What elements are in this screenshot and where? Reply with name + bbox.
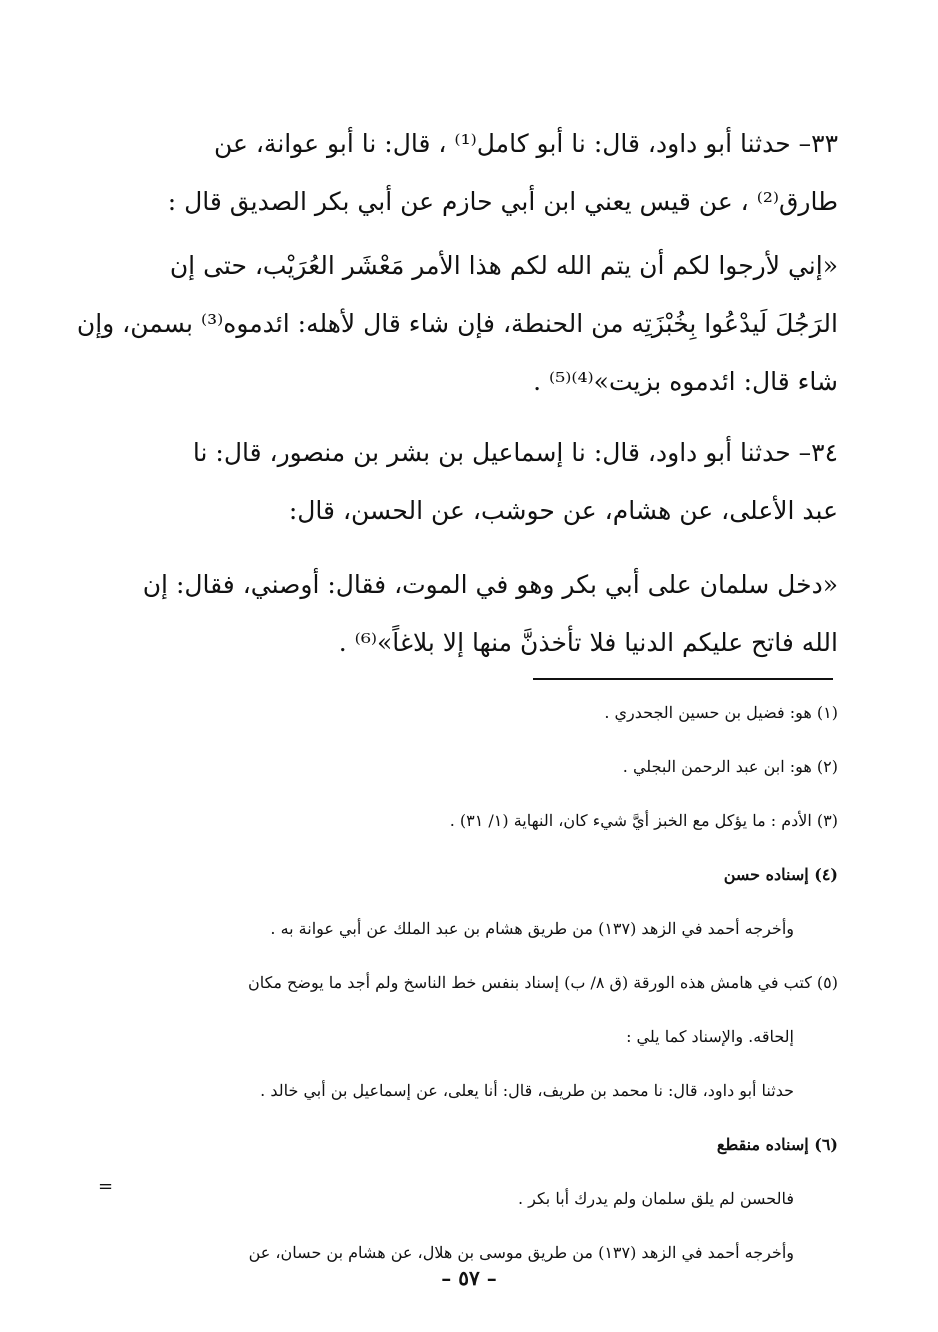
footnote-6-text-1: فالحسن لم يلق سلمان ولم يدرك أبا بكر . bbox=[517, 1189, 794, 1208]
text-line: شاء قال: ائدموه بزيت»⁽⁴⁾⁽⁵⁾ . bbox=[533, 367, 838, 396]
text-line: الله فاتح عليكم الدنيا فلا تأخذنَّ منها إلا بلاغاً»⁽⁶⁾ . bbox=[338, 628, 838, 657]
hadith-33-chain bbox=[118, 115, 838, 231]
text-line: ٣٣– حدثنا أبو داود، قال: نا أبو كامل⁽¹⁾ ، قال: نا أبو عوانة، عن bbox=[213, 129, 838, 158]
hadith-34-chain bbox=[118, 424, 838, 540]
footnote-2: (٢) هو: ابن عبد الرحمن البجلي . bbox=[622, 757, 838, 776]
footnote-5-line-3: حدثنا أبو داود، قال: نا محمد بن طريف، قال: أنا يعلى، عن إسماعيل بن أبي خالد . bbox=[260, 1081, 794, 1100]
footnote-3: (٣) الأدم : ما يؤكل مع الخبز أيَّ شيء كان، النهاية (١/ ٣١) . bbox=[449, 811, 838, 830]
hadith-33-text bbox=[76, 237, 838, 411]
text-line: «دخل سلمان على أبي بكر وهو في الموت، فقال: أوصني، فقال: إن bbox=[142, 570, 838, 599]
text-line: «إني لأرجوا لكم أن يتم الله لكم هذا الأمر مَعْشَر العُرَيْب، حتى إن bbox=[169, 251, 838, 280]
footnotes bbox=[118, 686, 838, 1280]
hadith-34-text bbox=[118, 556, 838, 672]
footnote-6-text-2: وأخرجه أحمد في الزهد (١٣٧) من طريق موسى بن هلال، عن هشام بن حسان، عن bbox=[248, 1243, 794, 1262]
page-number: – ٥٧ – bbox=[441, 1266, 497, 1290]
continuation-marker: = bbox=[98, 1176, 114, 1197]
text-line: عبد الأعلى، عن هشام، عن حوشب، عن الحسن، قال: bbox=[288, 496, 838, 525]
footnote-5-line-1: (٥) كتب في هامش هذه الورقة (ق ٨/ ب) إسناد بنفس خط الناسخ ولم أجد ما يوضح مكان bbox=[247, 973, 838, 992]
text-line: الرَجُلَ لَيدْعُوا بِخُبْزَتِه من الحنطة، فإن شاء قال لأهله: ائدموه⁽³⁾ بسمن، وإن bbox=[76, 309, 838, 338]
text-line: ٣٤– حدثنا أبو داود، قال: نا إسماعيل بن بشر بن منصور، قال: نا bbox=[192, 438, 838, 467]
footnote-6-heading: (٦) إسناده منقطع bbox=[716, 1135, 838, 1154]
footnote-5-line-2: إلحاقه. والإسناد كما يلي : bbox=[626, 1027, 794, 1046]
footnote-1: (١) هو: فضيل بن حسين الجحدري . bbox=[604, 703, 838, 722]
text-line: طارق⁽²⁾ ، عن قيس يعني ابن أبي حازم عن أبي بكر الصديق قال : bbox=[167, 187, 838, 216]
footnote-4-heading: (٤) إسناده حسن bbox=[723, 865, 838, 884]
footnote-4-text: وأخرجه أحمد في الزهد (١٣٧) من طريق هشام بن عبد الملك عن أبي عوانة به . bbox=[270, 919, 794, 938]
footnote-separator bbox=[533, 678, 833, 680]
